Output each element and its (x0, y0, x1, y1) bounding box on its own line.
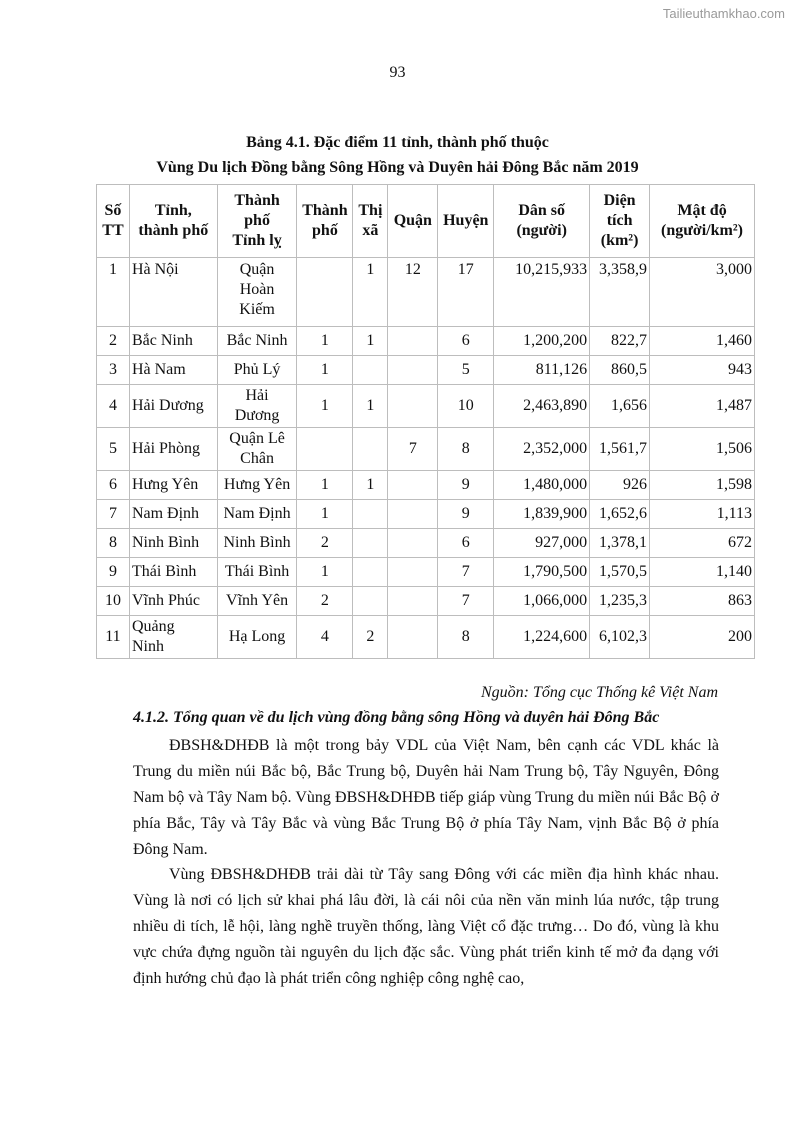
table-source: Nguồn: Tổng cục Thống kê Việt Nam (480, 684, 718, 701)
cell-city: 2 (297, 529, 353, 558)
cell-capital: Quận Lê Chân (217, 428, 297, 471)
cell-population: 1,839,900 (494, 500, 590, 529)
cell-town (353, 500, 388, 529)
cell-population: 1,066,000 (494, 587, 590, 616)
cell-stt: 4 (97, 385, 130, 428)
header-town: Thị xã (353, 185, 388, 258)
cell-city (297, 428, 353, 471)
cell-county: 9 (438, 500, 494, 529)
cell-district: 12 (388, 258, 438, 327)
cell-stt: 7 (97, 500, 130, 529)
cell-area: 926 (590, 471, 650, 500)
cell-area: 860,5 (590, 356, 650, 385)
cell-stt: 9 (97, 558, 130, 587)
section-heading: 4.1.2. Tổng quan về du lịch vùng đồng bằng sông Hồng và duyên hải Đông Bắc (133, 709, 660, 726)
cell-population: 1,480,000 (494, 471, 590, 500)
cell-province: Ninh Bình (129, 529, 217, 558)
table-row (97, 558, 755, 587)
table-row (97, 529, 755, 558)
cell-county: 10 (438, 385, 494, 428)
table-row (97, 471, 755, 500)
cell-stt: 1 (97, 258, 130, 327)
cell-city: 1 (297, 558, 353, 587)
cell-population: 1,200,200 (494, 327, 590, 356)
cell-town (353, 428, 388, 471)
paragraph-2: Vùng ĐBSH&DHĐB trải dài từ Tây sang Đông với các miền địa hình khác nhau. Vùng là nơi có lịch sử khai phá lâu đời, là cái nôi của nền văn minh lúa nước, tập trung nhiều di tích, lễ hội, làng nghề truyền thống, làng Việt cổ đặc trưng… Do đó, vùng là khu vực chứa đựng nguồn tài nguyên du lịch đặc sắc. Vùng phát triển kinh tế mở đa dạng với định hướng chủ đạo là phát triển công nghiệp công nghệ cao, (133, 866, 719, 987)
cell-district (388, 529, 438, 558)
cell-population: 2,352,000 (494, 428, 590, 471)
cell-city: 1 (297, 327, 353, 356)
table-row (97, 587, 755, 616)
cell-province: Hải Dương (129, 385, 217, 428)
cell-province: Quảng Ninh (129, 616, 217, 659)
table-row (97, 258, 755, 327)
cell-county: 9 (438, 471, 494, 500)
cell-county: 6 (438, 327, 494, 356)
table-row (97, 428, 755, 471)
header-population: Dân số (người) (494, 185, 590, 258)
cell-area: 6,102,3 (590, 616, 650, 659)
cell-area: 1,235,3 (590, 587, 650, 616)
cell-province: Hà Nội (129, 258, 217, 327)
cell-capital: Phủ Lý (217, 356, 297, 385)
cell-province: Hà Nam (129, 356, 217, 385)
cell-area: 1,652,6 (590, 500, 650, 529)
cell-stt: 6 (97, 471, 130, 500)
cell-county: 8 (438, 616, 494, 659)
cell-town: 2 (353, 616, 388, 659)
cell-capital: Ninh Bình (217, 529, 297, 558)
cell-density: 863 (650, 587, 755, 616)
cell-city: 1 (297, 385, 353, 428)
header-stt: Số TT (97, 185, 130, 258)
cell-city: 4 (297, 616, 353, 659)
cell-district: 7 (388, 428, 438, 471)
cell-county: 6 (438, 529, 494, 558)
table-row (97, 327, 755, 356)
header-density: Mật độ (người/km²) (650, 185, 755, 258)
paragraph-1: ĐBSH&DHĐB là một trong bảy VDL của Việt Nam, bên cạnh các VDL khác là Trung du miền núi Bắc bộ, Bắc Trung bộ, Duyên hải Nam Trung bộ, Tây Nguyên, Đông Nam bộ và Tây Nam bộ. Vùng ĐBSH&DHĐB tiếp giáp vùng Trung du miền núi Bắc Bộ ở phía Bắc, Tây và Tây Bắc và vùng Bắc Trung Bộ ở phía Tây Nam, vịnh Bắc Bộ ở phía Đông Nam. (133, 737, 719, 858)
cell-population: 811,126 (494, 356, 590, 385)
cell-density: 1,460 (650, 327, 755, 356)
cell-density: 943 (650, 356, 755, 385)
cell-population: 2,463,890 (494, 385, 590, 428)
cell-province: Hải Phòng (129, 428, 217, 471)
cell-province: Hưng Yên (129, 471, 217, 500)
cell-town: 1 (353, 258, 388, 327)
cell-province: Vĩnh Phúc (129, 587, 217, 616)
cell-density: 672 (650, 529, 755, 558)
cell-county: 17 (438, 258, 494, 327)
cell-district (388, 558, 438, 587)
cell-province: Thái Bình (129, 558, 217, 587)
table-title-line1: Bảng 4.1. Đặc điểm 11 tỉnh, thành phố thuộc (246, 134, 549, 151)
cell-stt: 3 (97, 356, 130, 385)
cell-capital: Thái Bình (217, 558, 297, 587)
cell-county: 7 (438, 587, 494, 616)
header-area: Diện tích (km²) (590, 185, 650, 258)
header-capital: Thành phố Tỉnh lỵ (217, 185, 297, 258)
cell-stt: 5 (97, 428, 130, 471)
cell-capital: Bắc Ninh (217, 327, 297, 356)
header-county: Huyện (438, 185, 494, 258)
cell-population: 927,000 (494, 529, 590, 558)
cell-density: 200 (650, 616, 755, 659)
cell-city (297, 258, 353, 327)
cell-density: 1,113 (650, 500, 755, 529)
cell-city: 1 (297, 500, 353, 529)
cell-stt: 10 (97, 587, 130, 616)
cell-county: 8 (438, 428, 494, 471)
cell-stt: 2 (97, 327, 130, 356)
cell-town (353, 529, 388, 558)
cell-district (388, 471, 438, 500)
cell-density: 1,598 (650, 471, 755, 500)
cell-capital: Hải Dương (217, 385, 297, 428)
table-row (97, 616, 755, 659)
cell-province: Bắc Ninh (129, 327, 217, 356)
cell-county: 5 (438, 356, 494, 385)
cell-capital: Nam Định (217, 500, 297, 529)
cell-area: 1,378,1 (590, 529, 650, 558)
table-row (97, 385, 755, 428)
cell-province: Nam Định (129, 500, 217, 529)
header-district: Quận (388, 185, 438, 258)
cell-town (353, 587, 388, 616)
cell-area: 3,358,9 (590, 258, 650, 327)
cell-area: 1,570,5 (590, 558, 650, 587)
table-header-row (97, 185, 755, 258)
cell-density: 1,506 (650, 428, 755, 471)
cell-district (388, 616, 438, 659)
cell-area: 1,561,7 (590, 428, 650, 471)
cell-population: 1,224,600 (494, 616, 590, 659)
cell-district (388, 385, 438, 428)
cell-city: 1 (297, 471, 353, 500)
header-city: Thành phố (297, 185, 353, 258)
cell-city: 1 (297, 356, 353, 385)
cell-population: 1,790,500 (494, 558, 590, 587)
table-row (97, 500, 755, 529)
cell-district (388, 587, 438, 616)
cell-capital: Hạ Long (217, 616, 297, 659)
cell-capital: Quận Hoàn Kiếm (217, 258, 297, 327)
cell-density: 1,487 (650, 385, 755, 428)
cell-district (388, 356, 438, 385)
cell-town: 1 (353, 385, 388, 428)
cell-district (388, 500, 438, 529)
table-title-line2: Vùng Du lịch Đồng bằng Sông Hồng và Duyên hải Đông Bắc năm 2019 (156, 159, 639, 176)
cell-density: 1,140 (650, 558, 755, 587)
watermark: Tailieuthamkhao.com (662, 6, 785, 21)
cell-area: 1,656 (590, 385, 650, 428)
province-table (96, 184, 755, 659)
cell-town (353, 356, 388, 385)
cell-city: 2 (297, 587, 353, 616)
page-number: 93 (389, 64, 406, 81)
table-row (97, 356, 755, 385)
cell-stt: 11 (97, 616, 130, 659)
cell-area: 822,7 (590, 327, 650, 356)
header-province: Tỉnh, thành phố (129, 185, 217, 258)
cell-town: 1 (353, 471, 388, 500)
cell-town (353, 558, 388, 587)
cell-density: 3,000 (650, 258, 755, 327)
cell-stt: 8 (97, 529, 130, 558)
cell-capital: Hưng Yên (217, 471, 297, 500)
cell-town: 1 (353, 327, 388, 356)
cell-population: 10,215,933 (494, 258, 590, 327)
cell-capital: Vĩnh Yên (217, 587, 297, 616)
cell-district (388, 327, 438, 356)
cell-county: 7 (438, 558, 494, 587)
